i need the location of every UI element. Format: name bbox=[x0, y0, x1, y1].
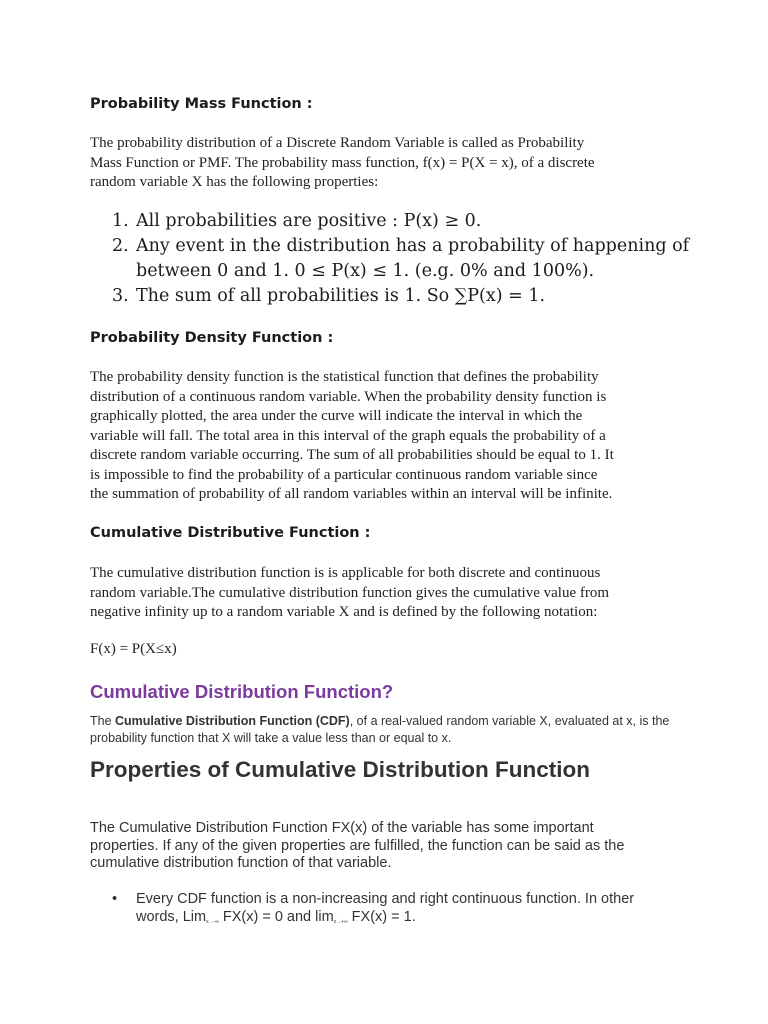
list-item bbox=[90, 234, 690, 284]
list-number: 3. bbox=[112, 286, 129, 306]
pmf-heading: Probability Mass Function : bbox=[90, 96, 313, 112]
cdf-definition-line bbox=[90, 713, 690, 730]
list-number: 1. bbox=[112, 211, 129, 231]
limit-subscript: x→+∞ bbox=[333, 918, 348, 925]
pmf-intro-line: The probability distribution of a Discrete Random Variable is called as Probability bbox=[90, 135, 585, 151]
pdf-line: distribution of a continuous random variable. When the probability density function is bbox=[90, 388, 607, 405]
cdf-definition-line: probability function that X will take a value less than or equal to x. bbox=[90, 731, 452, 745]
properties-intro bbox=[90, 820, 660, 873]
pmf-properties-list bbox=[90, 209, 690, 309]
properties-intro-line: cumulative distribution function of that variable. bbox=[90, 855, 392, 871]
list-item-text: All probabilities are positive : P(x) ≥ 0. bbox=[136, 211, 482, 231]
bullet-text: FX(x) = 1. bbox=[347, 908, 416, 925]
pdf-line: The probability density function is the statistical function that defines the probability bbox=[90, 369, 599, 385]
bullet-text-line: Every CDF function is a non-increasing and right continuous function. In other bbox=[136, 891, 635, 907]
pdf-line: variable will fall. The total area in this interval of the graph equals the probability of a bbox=[90, 427, 606, 444]
properties-intro-line: The Cumulative Distribution Function FX(x) of the variable has some important bbox=[90, 820, 594, 836]
cdf-line: The cumulative distribution function is is applicable for both discrete and continuous bbox=[90, 565, 601, 581]
list-item bbox=[90, 209, 690, 234]
list-number: 2. bbox=[112, 236, 129, 256]
pdf-line: is impossible to find the probability of a particular continuous random variable since bbox=[90, 466, 598, 483]
cdf-definition-term: Cumulative Distribution Function (CDF) bbox=[115, 714, 350, 728]
list-item-text: The sum of all probabilities is 1. So ∑P(x) = 1. bbox=[136, 286, 546, 306]
pdf-line: the summation of probability of all random variables within an interval will be infinite. bbox=[90, 486, 613, 502]
list-item-text: between 0 and 1. 0 ≤ P(x) ≤ 1. (e.g. 0% and 100%). bbox=[136, 261, 595, 281]
pdf-heading: Probability Density Function : bbox=[90, 330, 334, 346]
cdf-heading: Cumulative Distributive Function : bbox=[90, 525, 371, 541]
cdf-paragraph bbox=[90, 564, 690, 623]
cdf-definition-prefix: The bbox=[90, 714, 116, 728]
cdf-line: random variable.The cumulative distribution function gives the cumulative value from bbox=[90, 584, 610, 601]
list-item bbox=[90, 891, 690, 929]
cdf-question-heading: Cumulative Distribution Function? bbox=[90, 681, 394, 702]
list-item bbox=[90, 284, 690, 309]
pdf-line: discrete random variable occurring. The sum of all probabilities should be equal to 1. It bbox=[90, 447, 614, 463]
bullet-text-line bbox=[136, 909, 690, 930]
properties-intro-line: properties. If any of the given properties are fulfilled, the function can be said as the bbox=[90, 837, 625, 854]
cdf-definition bbox=[90, 713, 690, 747]
properties-heading: Properties of Cumulative Distribution Function bbox=[90, 757, 591, 782]
bullet-text: words, Lim bbox=[136, 908, 207, 925]
bullet-icon: • bbox=[112, 891, 118, 907]
pdf-paragraph bbox=[90, 368, 690, 505]
properties-bullet-list bbox=[90, 891, 690, 929]
bullet-text: FX(x) = 0 and lim bbox=[218, 908, 334, 925]
pmf-intro-line: Mass Function or PMF. The probability mass function, f(x) = P(X = x), of a discrete bbox=[90, 154, 595, 171]
cdf-formula: F(x) = P(X≤x) bbox=[90, 641, 177, 657]
list-item-text: Any event in the distribution has a probability of happening of bbox=[136, 236, 690, 256]
cdf-definition-rest: , of a real-valued random variable X, evaluated at x, is the bbox=[349, 714, 670, 728]
limit-subscript: x→-∞ bbox=[206, 918, 219, 925]
pmf-intro bbox=[90, 134, 690, 193]
pdf-line: graphically plotted, the area under the curve will indicate the interval in which the bbox=[90, 408, 583, 424]
pmf-intro-line: random variable X has the following properties: bbox=[90, 174, 379, 190]
cdf-line: negative infinity up to a random variable X and is defined by the following notation: bbox=[90, 604, 598, 620]
